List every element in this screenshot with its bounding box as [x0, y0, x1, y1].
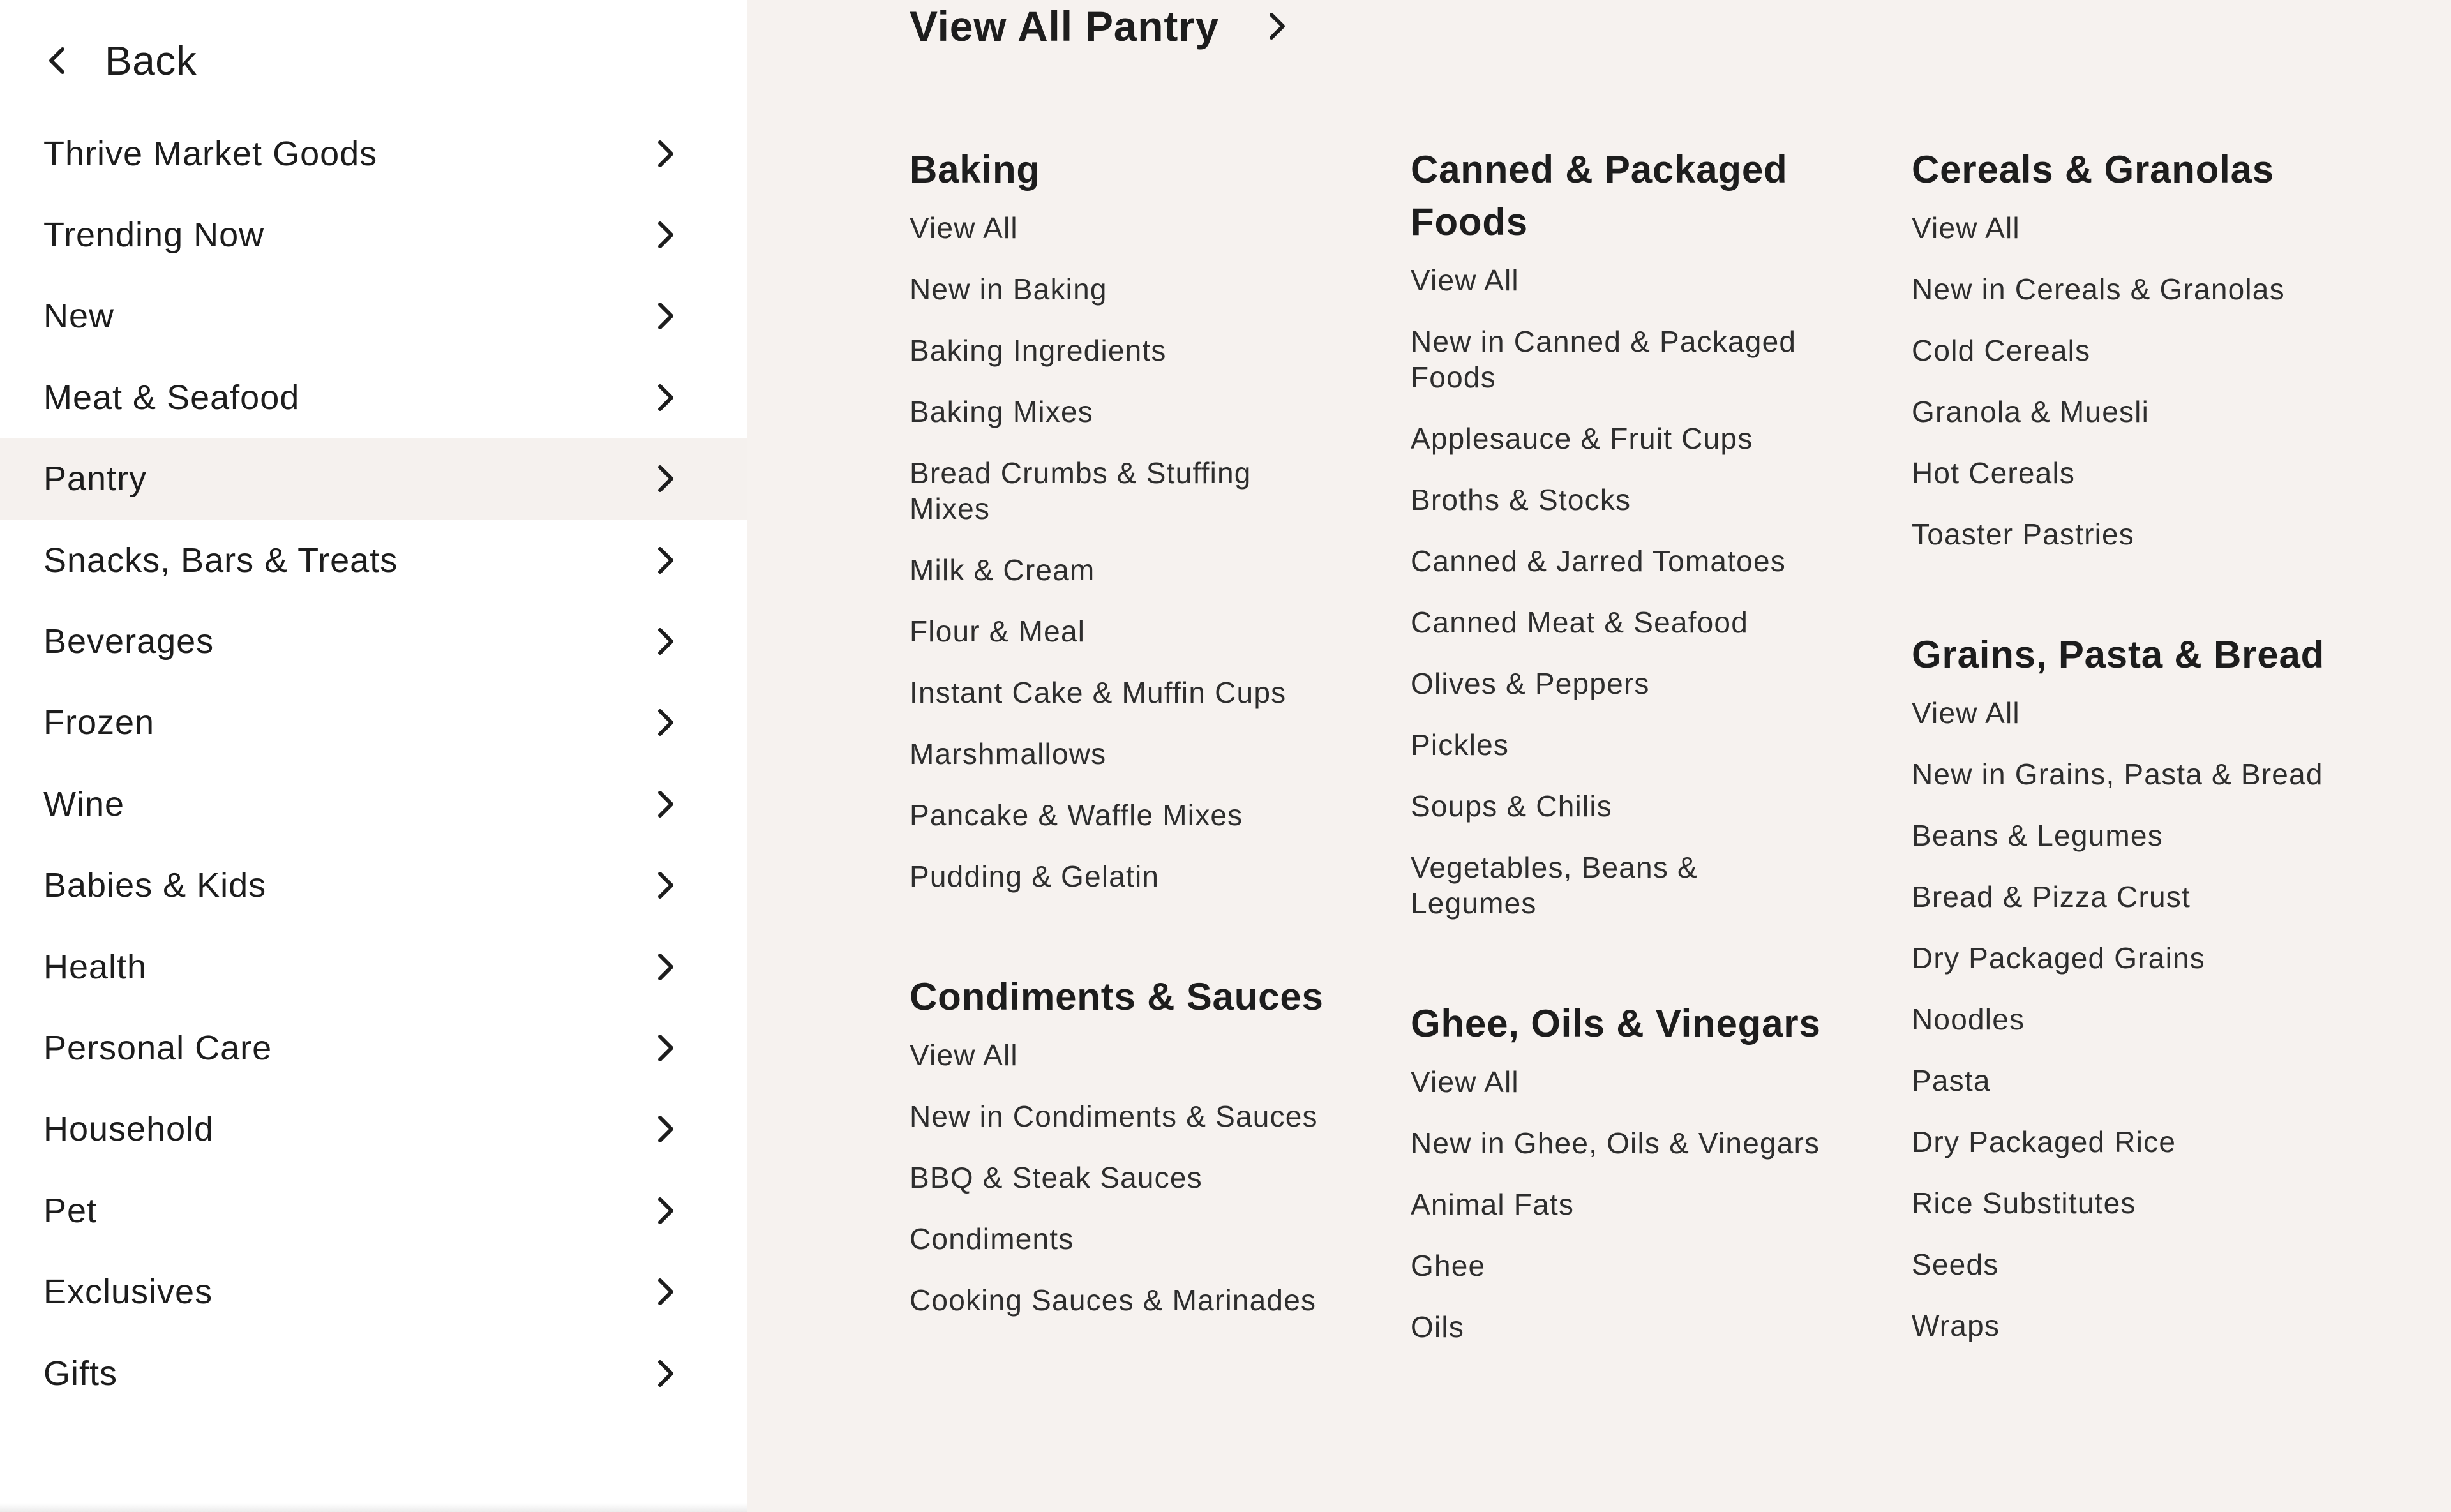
subcategory-column-3	[1912, 144, 2333, 1420]
chevron-right-icon	[646, 1192, 684, 1230]
sidebar-item-label: Household	[43, 1110, 214, 1149]
subcategory-link[interactable]: BBQ & Steak Sauces	[910, 1161, 1203, 1194]
subcategory-link[interactable]: View All	[1411, 264, 1519, 297]
sidebar-item-label: Gifts	[43, 1354, 118, 1393]
chevron-right-icon	[646, 703, 684, 742]
back-button[interactable]	[38, 32, 197, 89]
sidebar-bottom-edge	[0, 1503, 747, 1512]
subcategory-link[interactable]: View All	[1411, 1065, 1519, 1098]
sidebar-item-label: Beverages	[43, 622, 214, 661]
subcategory-link[interactable]: Pasta	[1912, 1064, 1991, 1097]
subcategory-link[interactable]: Flour & Meal	[910, 615, 1086, 648]
section-title[interactable]: Ghee, Oils & Vinegars	[1411, 1002, 1821, 1045]
subcategory-link[interactable]: Condiments	[910, 1222, 1074, 1255]
sidebar-item-personal-care[interactable]	[0, 1007, 747, 1088]
sidebar-item-babies-kids[interactable]	[0, 845, 747, 926]
chevron-right-icon	[646, 297, 684, 335]
back-label: Back	[105, 38, 197, 84]
subcategory-link[interactable]: Canned Meat & Seafood	[1411, 606, 1748, 639]
section-condiments-sauces	[910, 971, 1331, 1318]
chevron-right-icon	[646, 541, 684, 580]
section-cereals-granolas	[1912, 144, 2333, 552]
sidebar-item-label: Babies & Kids	[43, 866, 267, 905]
subcategory-column-2	[1411, 144, 1832, 1421]
category-nav	[0, 113, 747, 1414]
subcategory-link[interactable]: Toaster Pastries	[1912, 518, 2134, 551]
sidebar-item-label: Pantry	[43, 460, 147, 498]
subcategory-link[interactable]: View All	[910, 211, 1018, 244]
sidebar-item-label: Personal Care	[43, 1028, 273, 1067]
sidebar-item-label: Thrive Market Goods	[43, 134, 378, 173]
section-title[interactable]: Canned & Packaged Foods	[1411, 148, 1788, 243]
subcategory-link[interactable]: Dry Packaged Grains	[1912, 941, 2205, 975]
subcategory-link[interactable]: New in Canned & Packaged Foods	[1411, 325, 1797, 394]
subcategory-link[interactable]: Ghee	[1411, 1249, 1486, 1282]
section-title[interactable]: Grains, Pasta & Bread	[1912, 633, 2325, 676]
subcategory-link[interactable]: Canned & Jarred Tomatoes	[1411, 544, 1786, 578]
subcategory-link[interactable]: Instant Cake & Muffin Cups	[910, 676, 1287, 709]
view-all-pantry-label: View All Pantry	[910, 3, 1220, 50]
subcategory-link[interactable]: Oils	[1411, 1310, 1465, 1344]
subcategory-link[interactable]: New in Cereals & Granolas	[1912, 273, 2285, 306]
subcategory-link[interactable]: Granola & Muesli	[1912, 395, 2150, 428]
section-grains-pasta-bread	[1912, 629, 2333, 1344]
subcategory-link[interactable]: Animal Fats	[1411, 1188, 1575, 1221]
subcategory-link[interactable]: Olives & Peppers	[1411, 667, 1650, 700]
subcategory-link[interactable]: Hot Cereals	[1912, 456, 2076, 490]
section-ghee-oils-vinegars	[1411, 998, 1832, 1345]
subcategory-link[interactable]: View All	[1912, 211, 2020, 244]
chevron-right-icon	[646, 1029, 684, 1067]
chevron-right-icon	[646, 135, 684, 173]
chevron-right-icon	[646, 378, 684, 417]
sidebar-item-frozen[interactable]	[0, 682, 747, 763]
sidebar-item-meat-seafood[interactable]	[0, 357, 747, 438]
chevron-right-icon	[646, 866, 684, 904]
subcategory-link[interactable]: Milk & Cream	[910, 553, 1095, 587]
sidebar-item-health[interactable]	[0, 926, 747, 1007]
subcategory-link[interactable]: Soups & Chilis	[1411, 790, 1612, 823]
subcategory-link[interactable]: View All	[910, 1038, 1018, 1072]
subcategory-link[interactable]: Pickles	[1411, 728, 1510, 761]
section-title[interactable]: Baking	[910, 148, 1040, 191]
sidebar-item-new[interactable]	[0, 276, 747, 357]
subcategory-link[interactable]: Bread Crumbs & Stuffing Mixes	[910, 456, 1252, 525]
chevron-right-icon	[646, 1354, 684, 1393]
subcategory-link[interactable]: Seeds	[1912, 1248, 1999, 1281]
subcategory-link[interactable]: Rice Substitutes	[1912, 1186, 2136, 1220]
subcategory-link[interactable]: Cold Cereals	[1912, 334, 2091, 367]
sidebar-item-label: Meat & Seafood	[43, 378, 300, 417]
sidebar-item-exclusives[interactable]	[0, 1251, 747, 1332]
sidebar-item-thrive-market-goods[interactable]	[0, 113, 747, 194]
sidebar-item-wine[interactable]	[0, 763, 747, 844]
subcategory-link[interactable]: Applesauce & Fruit Cups	[1411, 422, 1753, 455]
subcategory-link[interactable]: Dry Packaged Rice	[1912, 1125, 2177, 1158]
sidebar-item-label: Frozen	[43, 703, 155, 742]
subcategory-link[interactable]: Pudding & Gelatin	[910, 860, 1160, 893]
subcategory-link[interactable]: Broths & Stocks	[1411, 483, 1631, 516]
subcategory-link[interactable]: Bread & Pizza Crust	[1912, 880, 2191, 913]
subcategory-link[interactable]: New in Ghee, Oils & Vinegars	[1411, 1127, 1820, 1160]
subcategory-link[interactable]: Noodles	[1912, 1003, 2025, 1036]
chevron-right-icon	[646, 948, 684, 986]
subcategory-link[interactable]: Pancake & Waffle Mixes	[910, 798, 1243, 832]
subcategory-link[interactable]: Baking Mixes	[910, 395, 1093, 428]
chevron-right-icon	[646, 622, 684, 661]
sidebar-item-label: Trending Now	[43, 216, 265, 255]
subcategory-column-1	[910, 144, 1331, 1395]
chevron-right-icon	[646, 216, 684, 254]
chevron-right-icon	[646, 1110, 684, 1148]
chevron-right-icon	[646, 1273, 684, 1311]
subcategory-link[interactable]: New in Baking	[910, 273, 1107, 306]
section-canned-packaged-foods	[1411, 144, 1832, 921]
sidebar-item-trending-now[interactable]	[0, 194, 747, 275]
chevron-right-icon	[1257, 7, 1296, 45]
sidebar-item-pet[interactable]	[0, 1170, 747, 1251]
subcategory-link[interactable]: Marshmallows	[910, 737, 1107, 770]
sidebar-item-pantry[interactable]	[0, 438, 747, 520]
sidebar-item-label: Pet	[43, 1191, 98, 1230]
subcategory-link[interactable]: New in Condiments & Sauces	[910, 1100, 1318, 1133]
sidebar-item-label: New	[43, 297, 115, 336]
sidebar-item-beverages[interactable]	[0, 601, 747, 682]
sidebar-item-household[interactable]	[0, 1089, 747, 1170]
subcategory-link[interactable]: New in Grains, Pasta & Bread	[1912, 758, 2323, 791]
subcategory-link[interactable]: Wraps	[1912, 1309, 2000, 1342]
subcategory-link[interactable]: View All	[1912, 696, 2020, 730]
subcategory-link[interactable]: Vegetables, Beans & Legumes	[1411, 851, 1698, 920]
subcategory-link[interactable]: Beans & Legumes	[1912, 819, 2163, 852]
sidebar-item-label: Snacks, Bars & Treats	[43, 541, 398, 580]
chevron-right-icon	[646, 460, 684, 498]
subcategory-link[interactable]: Cooking Sauces & Marinades	[910, 1284, 1317, 1317]
section-baking	[910, 144, 1331, 894]
subcategory-link[interactable]: Baking Ingredients	[910, 334, 1167, 367]
section-title[interactable]: Cereals & Granolas	[1912, 148, 2274, 191]
sidebar-item-snacks-bars-treats[interactable]	[0, 520, 747, 601]
section-title[interactable]: Condiments & Sauces	[910, 975, 1324, 1018]
chevron-left-icon	[38, 41, 77, 80]
chevron-right-icon	[646, 785, 684, 823]
sidebar-item-label: Wine	[43, 784, 125, 823]
sidebar	[0, 0, 747, 1512]
sidebar-item-label: Health	[43, 947, 147, 986]
sidebar-item-label: Exclusives	[43, 1273, 213, 1312]
pantry-panel	[747, 0, 2451, 1512]
view-all-pantry-link[interactable]	[910, 0, 1296, 55]
sidebar-item-gifts[interactable]	[0, 1333, 747, 1414]
